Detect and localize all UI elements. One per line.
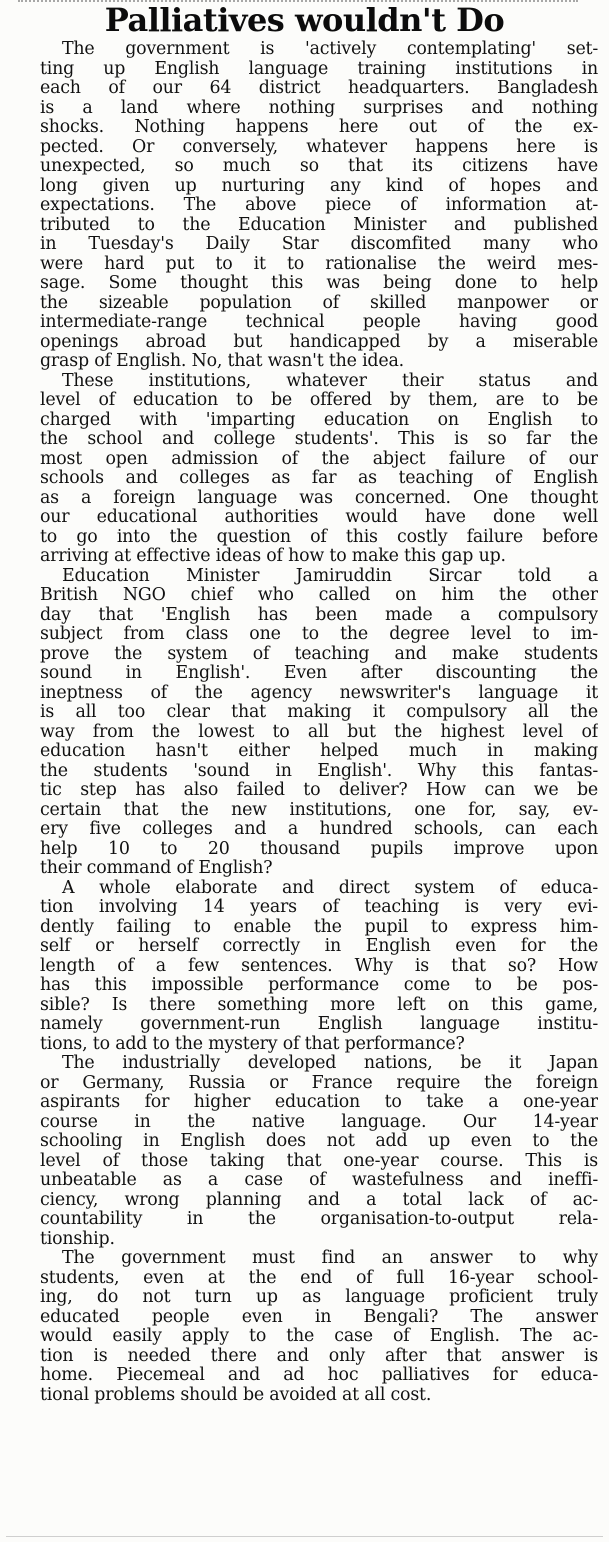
text-line: British NGO chief who called on him the other [40, 586, 598, 605]
text-line: long given up nurturing any kind of hopes and [40, 176, 598, 196]
text-line: Education Minister Jamiruddin Sircar told a [62, 566, 598, 586]
text-line: day that 'English has been made a compulsory [40, 605, 598, 625]
text-line: in Tuesday's Daily Star discomfited many who [40, 235, 598, 254]
clipping-bottom-edge [6, 1528, 603, 1537]
article-body [18, 40, 598, 1405]
text-line: intermediate-range technical people having good [40, 313, 598, 332]
text-line: subject from class one to the degree level to im- [40, 625, 598, 644]
text-line: most open admission of the abject failure of our [40, 449, 598, 469]
text-line: tion is needed there and only after that answer is [40, 1346, 598, 1366]
article-paragraph [18, 372, 598, 567]
text-line: tion involving 14 years of teaching is very evi- [40, 898, 598, 917]
text-line: education hasn't either helped much in making [40, 742, 598, 761]
text-line: grasp of English. No, that wasn't the idea. [40, 352, 404, 371]
text-line: the school and college students'. This is so far the [40, 430, 598, 449]
text-line: dently failing to enable the pupil to express him- [40, 917, 598, 937]
text-line: tionship. [40, 1229, 115, 1249]
text-line: sage. Some thought this was being done to help [40, 274, 598, 293]
text-line: arriving at effective ideas of how to make this gap up. [40, 547, 506, 566]
text-line: students, even at the end of full 16-year school- [40, 1268, 598, 1288]
article-paragraph [18, 879, 598, 1055]
text-line: is a land where nothing surprises and nothing [40, 98, 598, 118]
text-line: tic step has also failed to deliver? How can we be [40, 781, 598, 800]
text-line: their command of English? [40, 859, 273, 878]
text-line: charged with 'imparting education on English to [40, 410, 598, 430]
article-paragraph [18, 1249, 598, 1405]
text-line: sound in English'. Even after discounting the [40, 664, 598, 683]
text-line: certain that the new institutions, one for, say, ev- [40, 800, 598, 820]
text-line: schooling in English does not add up even to the [40, 1132, 598, 1151]
text-line: ery five colleges and a hundred schools, can each [40, 820, 598, 839]
text-line: tions, to add to the mystery of that performance? [40, 1034, 465, 1054]
text-line: level of education to be offered by them, are to be [40, 391, 598, 410]
text-line: ing, do not turn up as language proficient truly [40, 1288, 598, 1307]
text-line: course in the native language. Our 14-year [40, 1112, 598, 1132]
text-line: A whole elaborate and direct system of educa- [62, 878, 598, 898]
text-line: pected. Or conversely, whatever happens here is [40, 137, 598, 157]
text-line: as a foreign language was concerned. One thought [40, 488, 598, 508]
text-line: each of our 64 district headquarters. Bangladesh [40, 79, 598, 98]
text-line: help 10 to 20 thousand pupils improve upon [40, 839, 598, 859]
text-line: unexpected, so much so that its citizens have [40, 157, 598, 176]
text-line: The government is 'actively contemplating' set- [62, 40, 598, 59]
text-line: schools and colleges as far as teaching of English [40, 469, 598, 488]
text-line: home. Piecemeal and ad hoc palliatives for educa- [40, 1366, 598, 1385]
text-line: the students 'sound in English'. Why this fantas- [40, 761, 598, 781]
text-line: self or herself correctly in English even for the [40, 937, 598, 956]
article-paragraph [18, 567, 598, 879]
text-line: were hard put to it to rationalise the weird mes- [40, 254, 598, 274]
text-line: educated people even in Bengali? The answer [40, 1307, 598, 1327]
text-line: aspirants for higher education to take a one-year [40, 1093, 598, 1112]
text-line: ting up English language training institutions in [40, 59, 598, 79]
text-line: level of those taking that one-year course. This is [40, 1151, 598, 1171]
text-line: the sizeable population of skilled manpower or [40, 293, 598, 313]
text-line: is all too clear that making it compulsory all the [40, 703, 598, 722]
text-line: would easily apply to the case of English. The ac- [40, 1327, 598, 1346]
text-line: tributed to the Education Minister and published [40, 215, 598, 235]
text-line: openings abroad but handicapped by a miserable [40, 332, 598, 352]
article-paragraph [18, 1054, 598, 1249]
text-line: expectations. The above piece of information at- [40, 196, 598, 215]
text-line: length of a few sentences. Why is that so? How [40, 956, 598, 976]
text-line: The industrially developed nations, be it Japan [62, 1054, 598, 1073]
text-line: way from the lowest to all but the highest level of [40, 722, 598, 742]
text-line: our educational authorities would have done well [40, 508, 598, 527]
text-line: ineptness of the agency newswriter's language it [40, 683, 598, 703]
text-line: namely government-run English language institu- [40, 1015, 598, 1034]
text-line: unbeatable as a case of wastefulness and ineffi- [40, 1171, 598, 1190]
article-paragraph [18, 40, 598, 372]
text-line: shocks. Nothing happens here out of the ex- [40, 118, 598, 137]
text-line: The government must find an answer to why [62, 1249, 598, 1268]
text-line: or Germany, Russia or France require the foreign [40, 1073, 598, 1093]
headline: Palliatives wouldn't Do [104, 1, 505, 39]
text-line: to go into the question of this costly failure before [40, 527, 598, 547]
text-line: sible? Is there something more left on this game, [40, 995, 598, 1015]
text-line: prove the system of teaching and make students [40, 644, 598, 664]
text-line: These institutions, whatever their status and [62, 371, 598, 391]
text-line: tional problems should be avoided at all cost. [40, 1385, 432, 1405]
text-line: ciency, wrong planning and a total lack of ac- [40, 1190, 598, 1210]
text-line: countability in the organisation-to-output rela- [40, 1210, 598, 1229]
text-line: has this impossible performance come to be pos- [40, 976, 598, 995]
